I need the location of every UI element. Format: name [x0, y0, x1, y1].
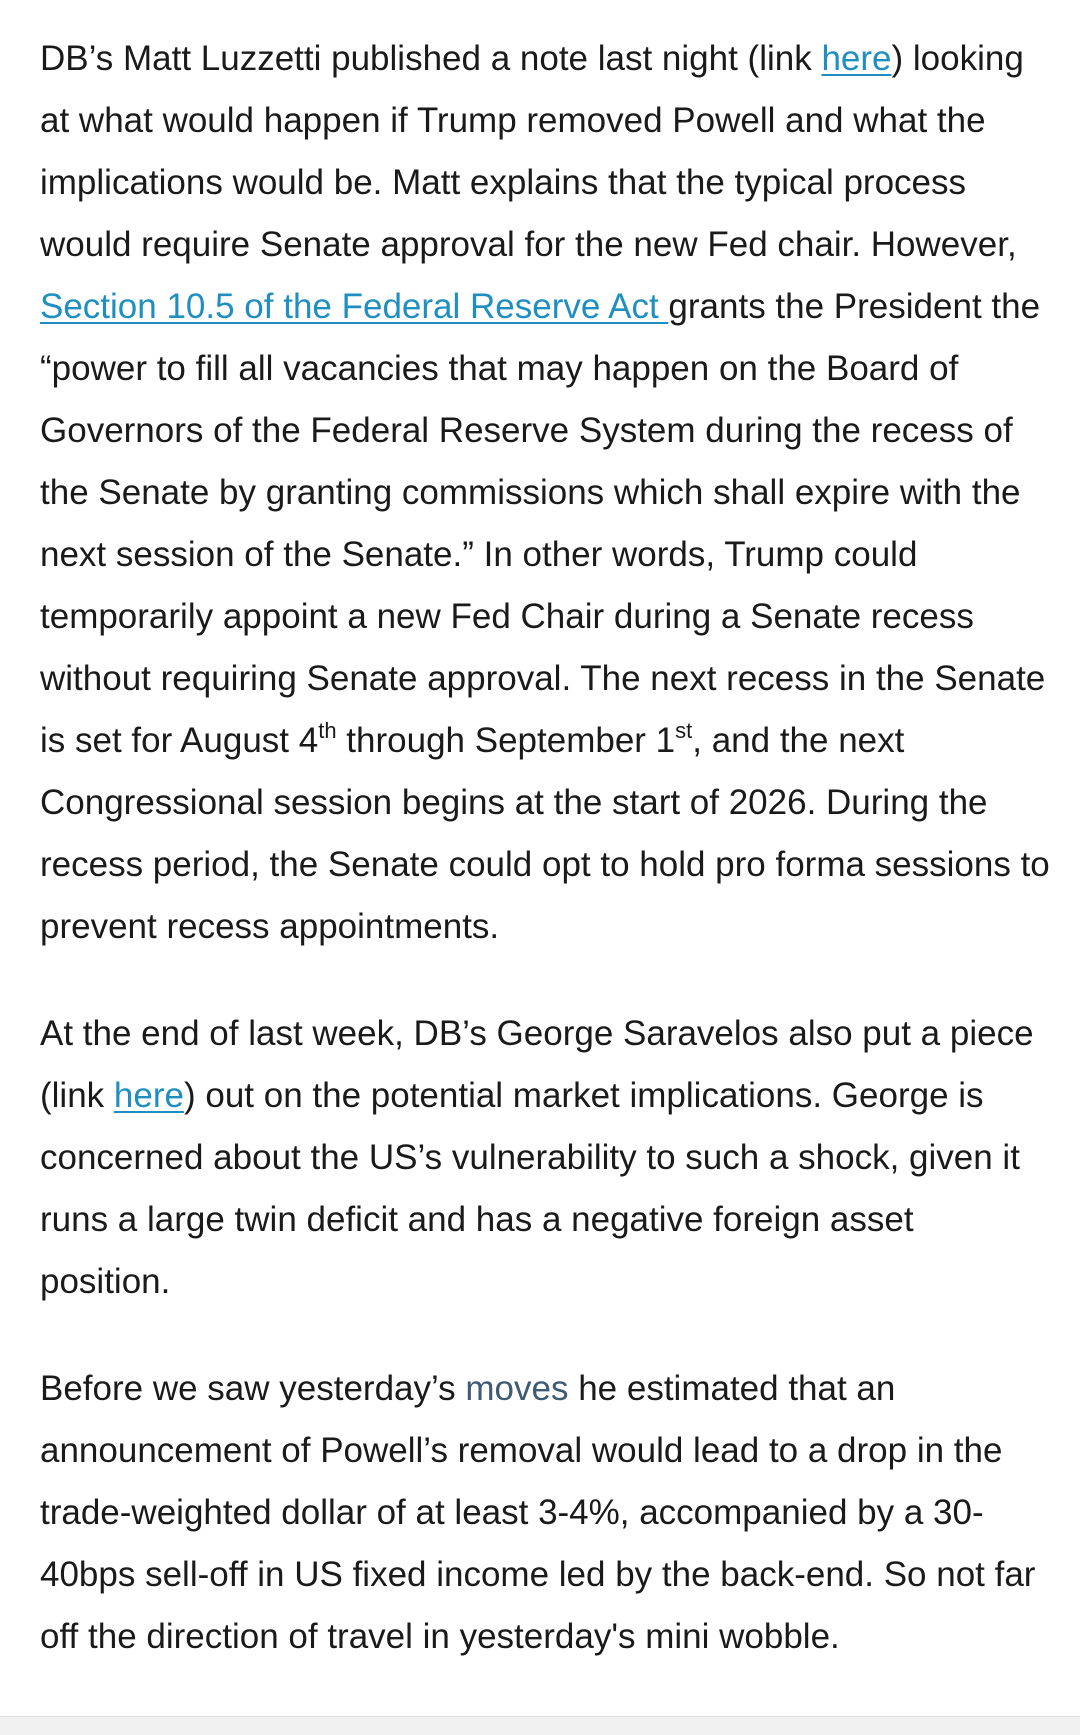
paragraph-text: , and the next Congressional session begins at the start of 2026. During the recess period, the Senate could opt to hold pro forma sessions to prevent recess appointments. [40, 721, 1050, 946]
federal-reserve-act-link[interactable]: Section 10.5 of the Federal Reserve Act [40, 287, 669, 326]
paragraph-text: At the end of last week, DB’s George Saravelos also put a piece (link [40, 1014, 1034, 1115]
paragraph-text: he estimated that an announcement of Powell’s removal would lead to a drop in the trade-weighted dollar of at least 3-4%, accompanied by a 30-40bps sell-off in US fixed income led by the back-end. So not far off the direction of travel in yesterday's mini wobble. [40, 1369, 1036, 1656]
ordinal-suffix: th [318, 718, 337, 743]
here-link-luzzetti[interactable]: here [821, 39, 892, 78]
paragraph-text: ) looking at what would happen if Trump removed Powell and what the implications would be. Matt explains that the typical process would require Senate approval for the new Fed chair. However, [40, 39, 1024, 264]
moves-link[interactable]: moves [465, 1369, 569, 1408]
bottom-edge-bar [0, 1716, 1080, 1735]
paragraph-market-estimate [40, 1358, 1050, 1668]
paragraph-text: DB’s Matt Luzzetti published a note last night (link [40, 39, 822, 78]
paragraph-saravelos-piece [40, 1003, 1050, 1313]
ordinal-suffix: st [675, 718, 693, 743]
here-link-saravelos[interactable]: here [113, 1076, 184, 1115]
article-body [40, 28, 1050, 1713]
paragraph-text: through September 1 [336, 721, 676, 760]
paragraph-luzzetti-note [40, 28, 1050, 958]
paragraph-text: Before we saw yesterday’s [40, 1369, 466, 1408]
paragraph-text: grants the President the “power to fill all vacancies that may happen on the Board of Governors of the Federal Reserve System during the recess of the Senate by granting commissions which shall expire with the next session of the Senate.” In other words, Trump could temporarily appoint a new Fed Chair during a Senate recess without requiring Senate approval. The next recess in the Senate is set for August 4 [40, 287, 1046, 760]
paragraph-text: ) out on the potential market implications. George is concerned about the US’s vulnerability to such a shock, given it runs a large twin deficit and has a negative foreign asset position. [40, 1076, 1020, 1301]
